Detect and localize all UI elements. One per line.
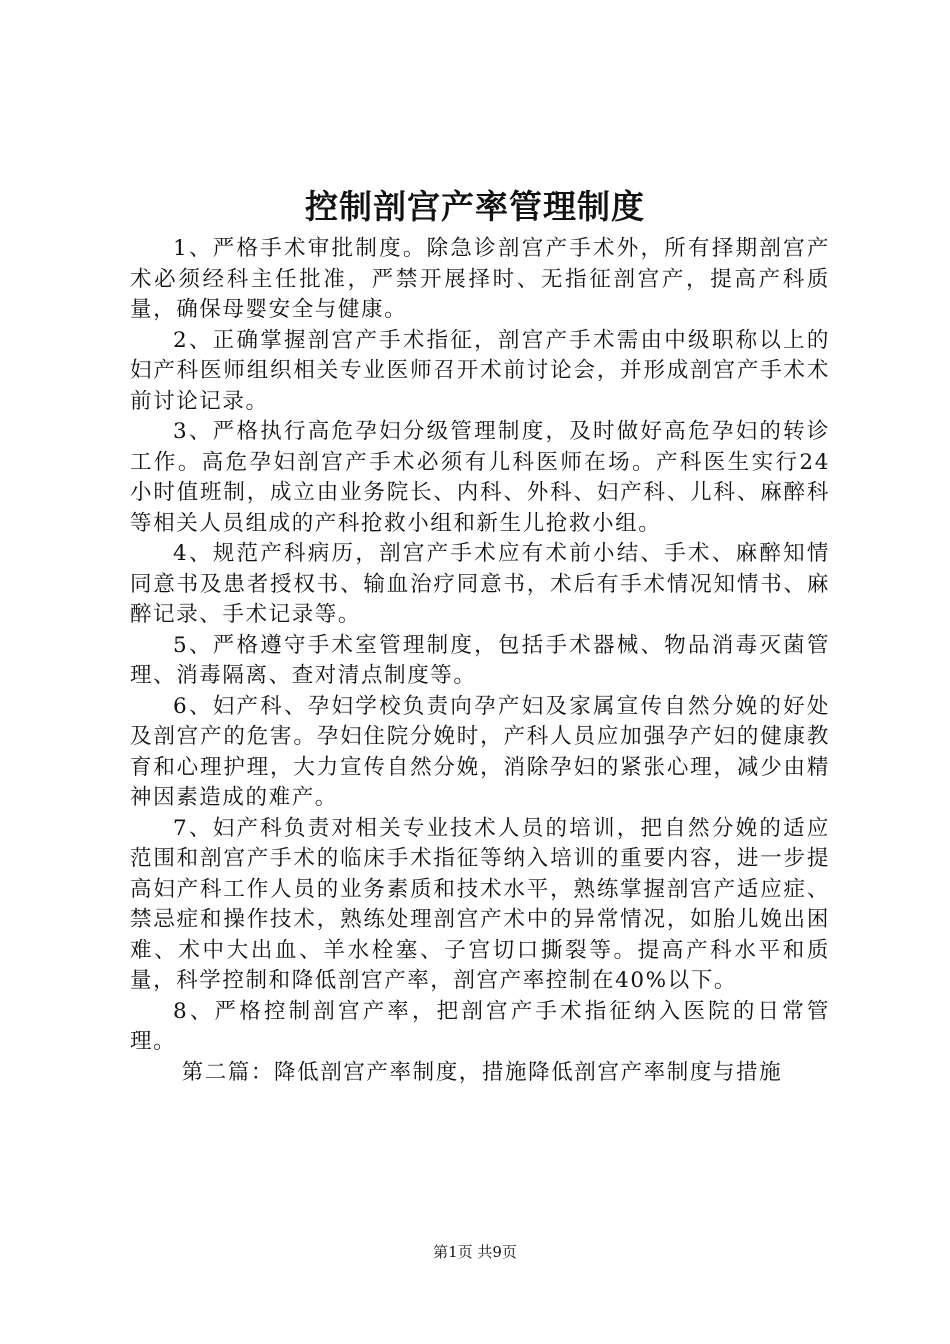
document-body	[130, 234, 830, 1088]
paragraph-5: 5、严格遵守手术室管理制度，包括手术器械、物品消毒灭菌管理、消毒隔离、查对清点制度等。	[130, 632, 830, 688]
paragraph-7: 7、妇产科负责对相关专业技术人员的培训，把自然分娩的适应范围和剖宫产手术的临床手术指征等纳入培训的重要内容，进一步提高妇产科工作人员的业务素质和技术水平，熟练掌握剖宫产适应症、禁忌症和操作技术，熟练处理剖宫产术中的异常情况，如胎儿娩出困难、术中大出血、羊水栓塞、子宫切口撕裂等。提高产科水平和质量，科学控制和降低剖宫产率，剖宫产率控制在40%以下。	[130, 815, 830, 993]
paragraph-4: 4、规范产科病历，剖宫产手术应有术前小结、手术、麻醉知情同意书及患者授权书、输血治疗同意书，术后有手术情况知情书、麻醉记录、手术记录等。	[130, 541, 830, 627]
page-title: 控制剖宫产率管理制度	[305, 187, 645, 226]
paragraph-8: 8、严格控制剖宫产率，把剖宫产手术指征纳入医院的日常管理。	[130, 998, 830, 1054]
section-heading: 第二篇：降低剖宫产率制度，措施降低剖宫产率制度与措施	[181, 1059, 783, 1085]
paragraph-1: 1、严格手术审批制度。除急诊剖宫产手术外，所有择期剖宫产术必须经科主任批准，严禁开展择时、无指征剖宫产，提高产科质量，确保母婴安全与健康。	[130, 236, 830, 322]
page-footer: 第1页 共9页	[433, 1243, 517, 1261]
paragraph-6: 6、妇产科、孕妇学校负责向孕产妇及家属宣传自然分娩的好处及剖宫产的危害。孕妇住院分娩时，产科人员应加强孕产妇的健康教育和心理护理，大力宣传自然分娩，消除孕妇的紧张心理，减少由精神因素造成的难产。	[130, 693, 830, 810]
paragraph-3: 3、严格执行高危孕妇分级管理制度，及时做好高危孕妇的转诊工作。高危孕妇剖宫产手术必须有儿科医师在场。产科医生实行24小时值班制，成立由业务院长、内科、外科、妇产科、儿科、麻醉科等相关人员组成的产科抢救小组和新生儿抢救小组。	[130, 419, 830, 536]
paragraph-2: 2、正确掌握剖宫产手术指征，剖宫产手术需由中级职称以上的妇产科医师组织相关专业医师召开术前讨论会，并形成剖宫产手术术前讨论记录。	[130, 327, 830, 414]
